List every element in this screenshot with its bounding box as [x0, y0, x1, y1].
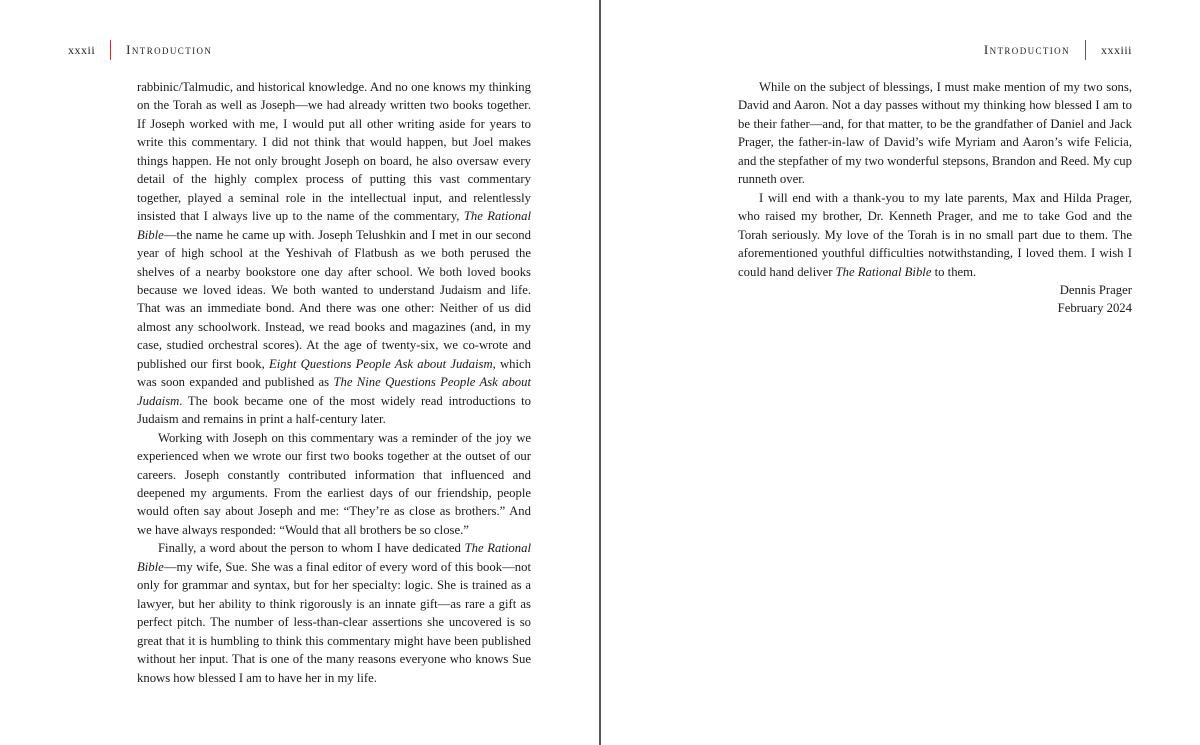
italic-title: The Rational Bible	[137, 541, 531, 574]
header-divider	[110, 40, 111, 60]
page-number: xxxiii	[1100, 42, 1132, 57]
text-run: I will end with a thank-you to my late parents, Max and Hilda Prager, who raised my brother, Dr. Kenneth Prager, and me to take God and the Torah seriously. My love of the Torah is in no small part due to them. The aforementioned youthful difficulties notwithstanding, I loved them. I wish I could hand deliver	[738, 190, 1132, 279]
paragraph	[738, 78, 1132, 189]
left-running-head	[68, 40, 212, 60]
text-run: rabbinic/Talmudic, and historical knowledge. And no one knows my thinking on the Torah as well as Joseph—we had already written two books together. If Joseph worked with me, I would put all other writing aside for years to write this commentary. I did not think that would happen, but Joel makes things happen. He not only brought Joseph on board, he also oversaw every detail of the highly complex process of putting this vast commentary together, played a seminal role in the intellectual input, and relentlessly insisted that I always live up to the name of the commentary,	[137, 80, 531, 224]
text-run: to them.	[931, 264, 977, 279]
italic-title: The Rational Bible	[835, 264, 932, 279]
right-body-text	[738, 78, 1132, 318]
header-divider	[1085, 40, 1086, 60]
text-run: , which was soon expanded and published as	[137, 356, 531, 390]
text-run: —my wife, Sue. She was a final editor of every word of this book—not only for grammar and syntax, but for her specialty: logic. She is trained as a lawyer, but her ability to think rigorously is an innate gift—as rare a gift as perfect pitch. The number of less-than-clear assertions she uncovered is so great that it is humbling to think this commentary might have been published without her input. That is one of the many reasons everyone who knows Sue knows how blessed I am to have her in my life.	[137, 559, 531, 685]
signature-name: Dennis Prager	[1059, 282, 1132, 297]
page-number: xxxii	[68, 42, 96, 57]
paragraph	[738, 189, 1132, 281]
text-run: —the name he came up with. Joseph Telushkin and I met in our second year of high school at the Yeshivah of Flatbush as we both perused the shelves of a nearby bookstore one day after school. We both loved books because we loved ideas. We both wanted to understand Judaism and life. That was an immediate bond. And there was one other: Neither of us did almost any schoolwork. Instead, we read books and magazines (and, in my case, studied orchestral scores). At the age of twenty-six, we co-wrote and published our first book,	[137, 227, 531, 371]
left-body-text	[137, 78, 531, 687]
running-head-title: Introduction	[126, 42, 213, 57]
right-page	[601, 0, 1200, 745]
paragraph	[137, 539, 531, 687]
italic-title: The Rational Bible	[137, 209, 531, 242]
text-run: Working with Joseph on this commentary was a reminder of the joy we experienced when we wrote our first two books together at the outset of our careers. Joseph constantly contributed information that influenced and deepened my arguments. From the earliest days of our friendship, people would often say about Joseph and me: “They’re as close as brothers.” And we have always responded: “Would that all brothers be so close.”	[137, 430, 531, 537]
paragraph	[137, 78, 531, 429]
left-page	[0, 0, 599, 745]
text-run: While on the subject of blessings, I must make mention of my two sons, David and Aaron. Not a day passes without my thinking how blessed I am to be their father—and, for that matter, to be the grandfather of Daniel and Jack Prager, the father-in-law of David’s wife Myriam and Aaron’s wife Felicia, and the stepfather of my two wonderful stepsons, Brandon and Reed. My cup runneth over.	[738, 80, 1132, 187]
text-run: Finally, a word about the person to whom I have dedicated	[158, 541, 465, 556]
paragraph	[137, 429, 531, 540]
italic-title: The Nine Questions People Ask about Judaism	[137, 375, 531, 408]
italic-title: Eight Questions People Ask about Judaism	[268, 356, 493, 371]
signature-date: February 2024	[1057, 301, 1132, 316]
text-run: . The book became one of the most widely read introductions to Judaism and remains in print a half-century later.	[137, 393, 531, 427]
right-running-head	[984, 40, 1132, 60]
running-head-title: Introduction	[983, 42, 1070, 57]
